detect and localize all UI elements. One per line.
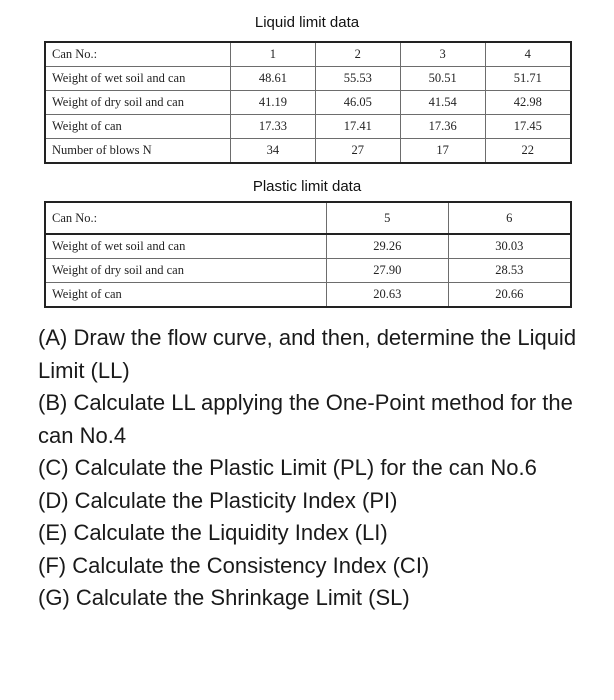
header-cell: 2 — [315, 42, 400, 67]
question-a: (A) Draw the flow curve, and then, determine the Liquid Limit (LL) — [38, 325, 577, 383]
table-row — [45, 234, 571, 259]
table-row — [45, 283, 571, 308]
table-cell: 50.51 — [400, 67, 485, 91]
plastic-limit-caption: Plastic limit data — [252, 178, 362, 195]
table-row — [45, 91, 571, 115]
plastic-limit-table — [44, 201, 572, 308]
table-cell: 55.53 — [315, 67, 400, 91]
table-row — [45, 42, 571, 67]
row-label: Number of blows N — [45, 139, 231, 164]
table-row — [45, 259, 571, 283]
table-cell: 20.63 — [327, 283, 449, 308]
table-cell: 17.45 — [485, 115, 571, 139]
header-cell: 1 — [231, 42, 316, 67]
table-cell: 30.03 — [448, 234, 571, 259]
table-cell: 20.66 — [448, 283, 571, 308]
table-cell: 27 — [315, 139, 400, 164]
row-label: Weight of can — [45, 115, 231, 139]
header-cell: 3 — [400, 42, 485, 67]
table-row — [45, 67, 571, 91]
question-c: (C) Calculate the Plastic Limit (PL) for the can No.6 — [38, 455, 537, 480]
liquid-limit-caption: Liquid limit data — [254, 14, 360, 31]
question-f: (F) Calculate the Consistency Index (CI) — [38, 552, 430, 578]
table-cell: 17.41 — [315, 115, 400, 139]
header-cell: 5 — [327, 202, 449, 234]
row-label: Weight of dry soil and can — [45, 91, 231, 115]
row-label: Weight of can — [45, 283, 327, 308]
table-cell: 51.71 — [485, 67, 571, 91]
table-cell: 28.53 — [448, 259, 571, 283]
question-list — [38, 322, 598, 615]
table-cell: 46.05 — [315, 91, 400, 115]
header-cell: 6 — [448, 202, 571, 234]
row-label: Weight of dry soil and can — [45, 259, 327, 283]
question-g: (G) Calculate the Shrinkage Limit (SL) — [38, 585, 410, 610]
question-e: (E) Calculate the Liquidity Index (LI) — [38, 520, 388, 545]
table-row — [45, 115, 571, 139]
row-label: Weight of wet soil and can — [45, 234, 327, 259]
table-cell: 29.26 — [327, 234, 449, 259]
table-cell: 41.19 — [231, 91, 316, 115]
table-cell: 34 — [231, 139, 316, 164]
header-cell: Can No.: — [45, 202, 327, 234]
table-cell: 27.90 — [327, 259, 449, 283]
table-cell: 22 — [485, 139, 571, 164]
question-d: (D) Calculate the Plasticity Index (PI) — [38, 487, 398, 513]
table-cell: 17.36 — [400, 115, 485, 139]
liquid-limit-table — [44, 41, 572, 164]
table-cell: 41.54 — [400, 91, 485, 115]
header-cell: Can No.: — [45, 42, 231, 67]
row-label: Weight of wet soil and can — [45, 67, 231, 91]
header-cell: 4 — [485, 42, 571, 67]
table-cell: 42.98 — [485, 91, 571, 115]
table-cell: 48.61 — [231, 67, 316, 91]
table-cell: 17 — [400, 139, 485, 164]
table-cell: 17.33 — [231, 115, 316, 139]
table-row — [45, 139, 571, 164]
table-row — [45, 202, 571, 234]
question-b: (B) Calculate LL applying the One-Point method for the can No.4 — [38, 390, 573, 448]
